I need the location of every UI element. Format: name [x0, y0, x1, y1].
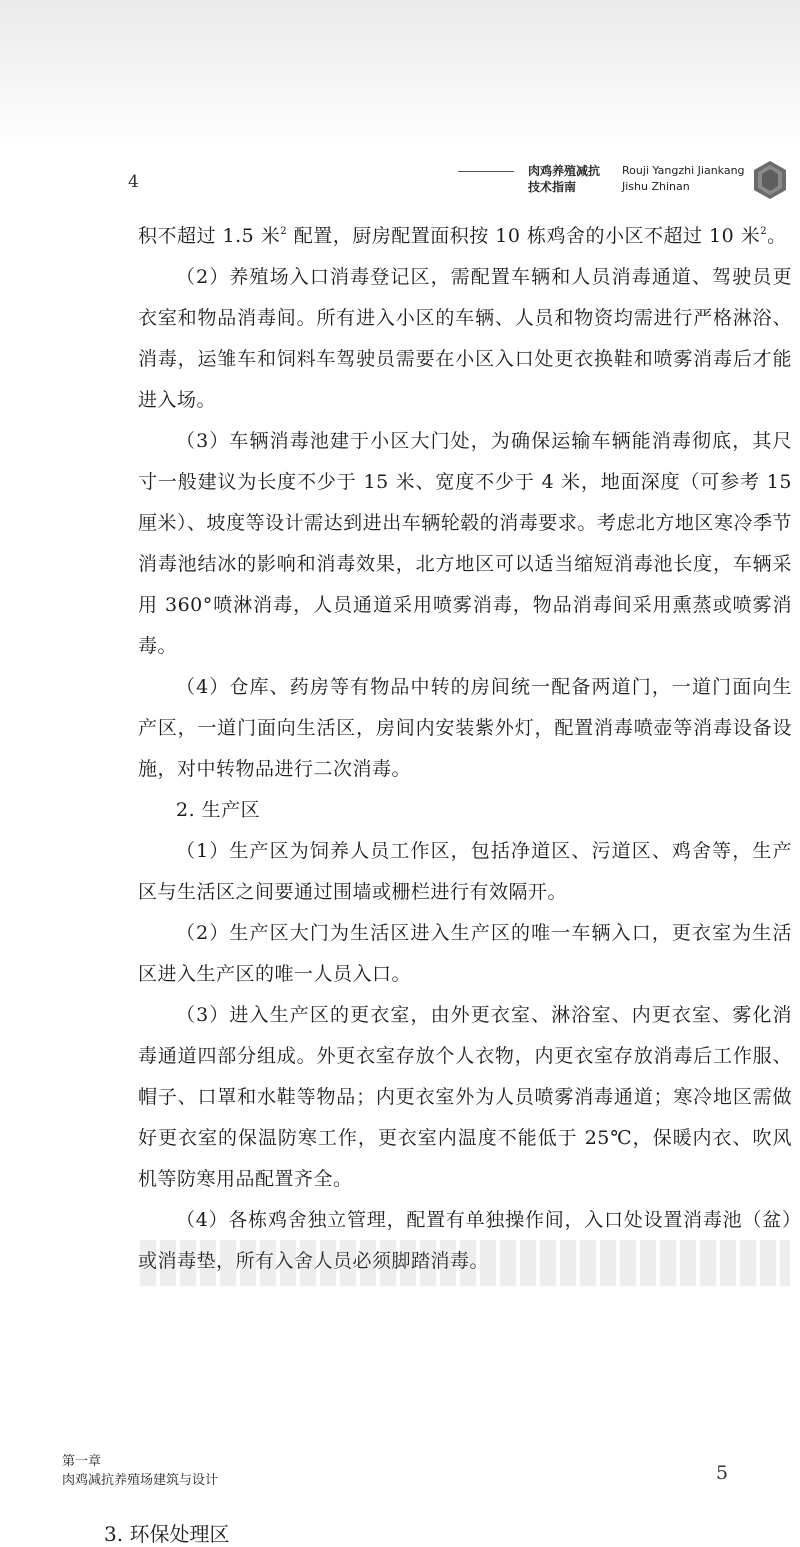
chapter-title: 肉鸡减抗养殖场建筑与设计: [62, 1473, 219, 1488]
next-page-heading: 3. 环保处理区: [104, 1522, 230, 1546]
body-text: [138, 216, 792, 1282]
paragraph-6: （2）生产区大门为生活区进入生产区的唯一车辆入口，更衣室为生活区进入生产区的唯一人员入口。: [138, 922, 792, 985]
p1-superscript: 2: [280, 226, 288, 237]
show-through-text: [140, 1240, 790, 1286]
p1-text-a: 积不超过 1.5 米: [138, 225, 281, 247]
header-cn-line1: 肉鸡养殖减抗: [528, 164, 601, 178]
paragraph-8: （4）各栋鸡舍独立管理，配置有单独操作间，入口处设置消毒池（盆）或消毒垫，所有入舍人员必须脚踏消毒。: [138, 1209, 792, 1272]
paragraph-4: （4）仓库、药房等有物品中转的房间统一配备两道门，一道门面向生产区，一道门面向生活区，房间内安装紫外灯，配置消毒喷壶等消毒设备设施，对中转物品进行二次消毒。: [138, 676, 792, 780]
header-en-line2: Jishu Zhinan: [622, 180, 690, 193]
page-top-shading: [0, 0, 800, 150]
paragraph-1: [138, 216, 792, 257]
header-en-line1: Rouji Yangzhi Jiankang: [622, 164, 745, 177]
paragraph-3: （3）车辆消毒池建于小区大门处，为确保运输车辆能消毒彻底，其尺寸一般建议为长度不少于 15 米、宽度不少于 4 米，地面深度（可参考 15 厘米）、坡度等设计需达到进出车辆轮毂的消毒要求。考虑北方地区寒冷季节消毒池结冰的影响和消毒效果，北方地区可以适当缩短消毒池长度，车辆采用 360°喷淋消毒，人员通道采用喷雾消毒，物品消毒间采用熏蒸或喷雾消毒。: [138, 430, 792, 657]
p1-superscript-2: 2: [760, 226, 768, 237]
paragraph-5: （1）生产区为饲养人员工作区，包括净道区、污道区、鸡舍等，生产区与生活区之间要通过围墙或栅栏进行有效隔开。: [138, 840, 792, 903]
page-number-top: 4: [128, 172, 139, 192]
running-header-cn: [528, 163, 600, 195]
running-header-en: [622, 163, 745, 195]
paragraph-7: （3）进入生产区的更衣室，由外更衣室、淋浴室、内更衣室、雾化消毒通道四部分组成。外更衣室存放个人衣物，内更衣室存放消毒后工作服、帽子、口罩和水鞋等物品；内更衣室外为人员喷雾消毒通道；寒冷地区需做好更衣室的保温防寒工作，更衣室内温度不能低于 25℃，保暖内衣、吹风机等防寒用品配置齐全。: [138, 1004, 792, 1190]
paragraph-2: （2）养殖场入口消毒登记区，需配置车辆和人员消毒通道、驾驶员更衣室和物品消毒间。所有进入小区的车辆、人员和物资均需进行严格淋浴、消毒，运雏车和饲料车驾驶员需要在小区入口处更衣换鞋和喷雾消毒后才能进入场。: [138, 266, 792, 411]
chapter-footer: [62, 1452, 218, 1490]
hexagon-logo-icon: [752, 160, 788, 200]
section-heading-production-area: 2. 生产区: [176, 799, 261, 821]
header-rule: [458, 171, 514, 172]
p1-text-c: 。: [767, 225, 787, 247]
chapter-number: 第一章: [62, 1454, 102, 1469]
header-cn-line2: 技术指南: [528, 180, 577, 194]
p1-text-b: 配置，厨房配置面积按 10 栋鸡舍的小区不超过 10 米: [287, 225, 761, 247]
page-number-bottom: 5: [716, 1462, 729, 1484]
